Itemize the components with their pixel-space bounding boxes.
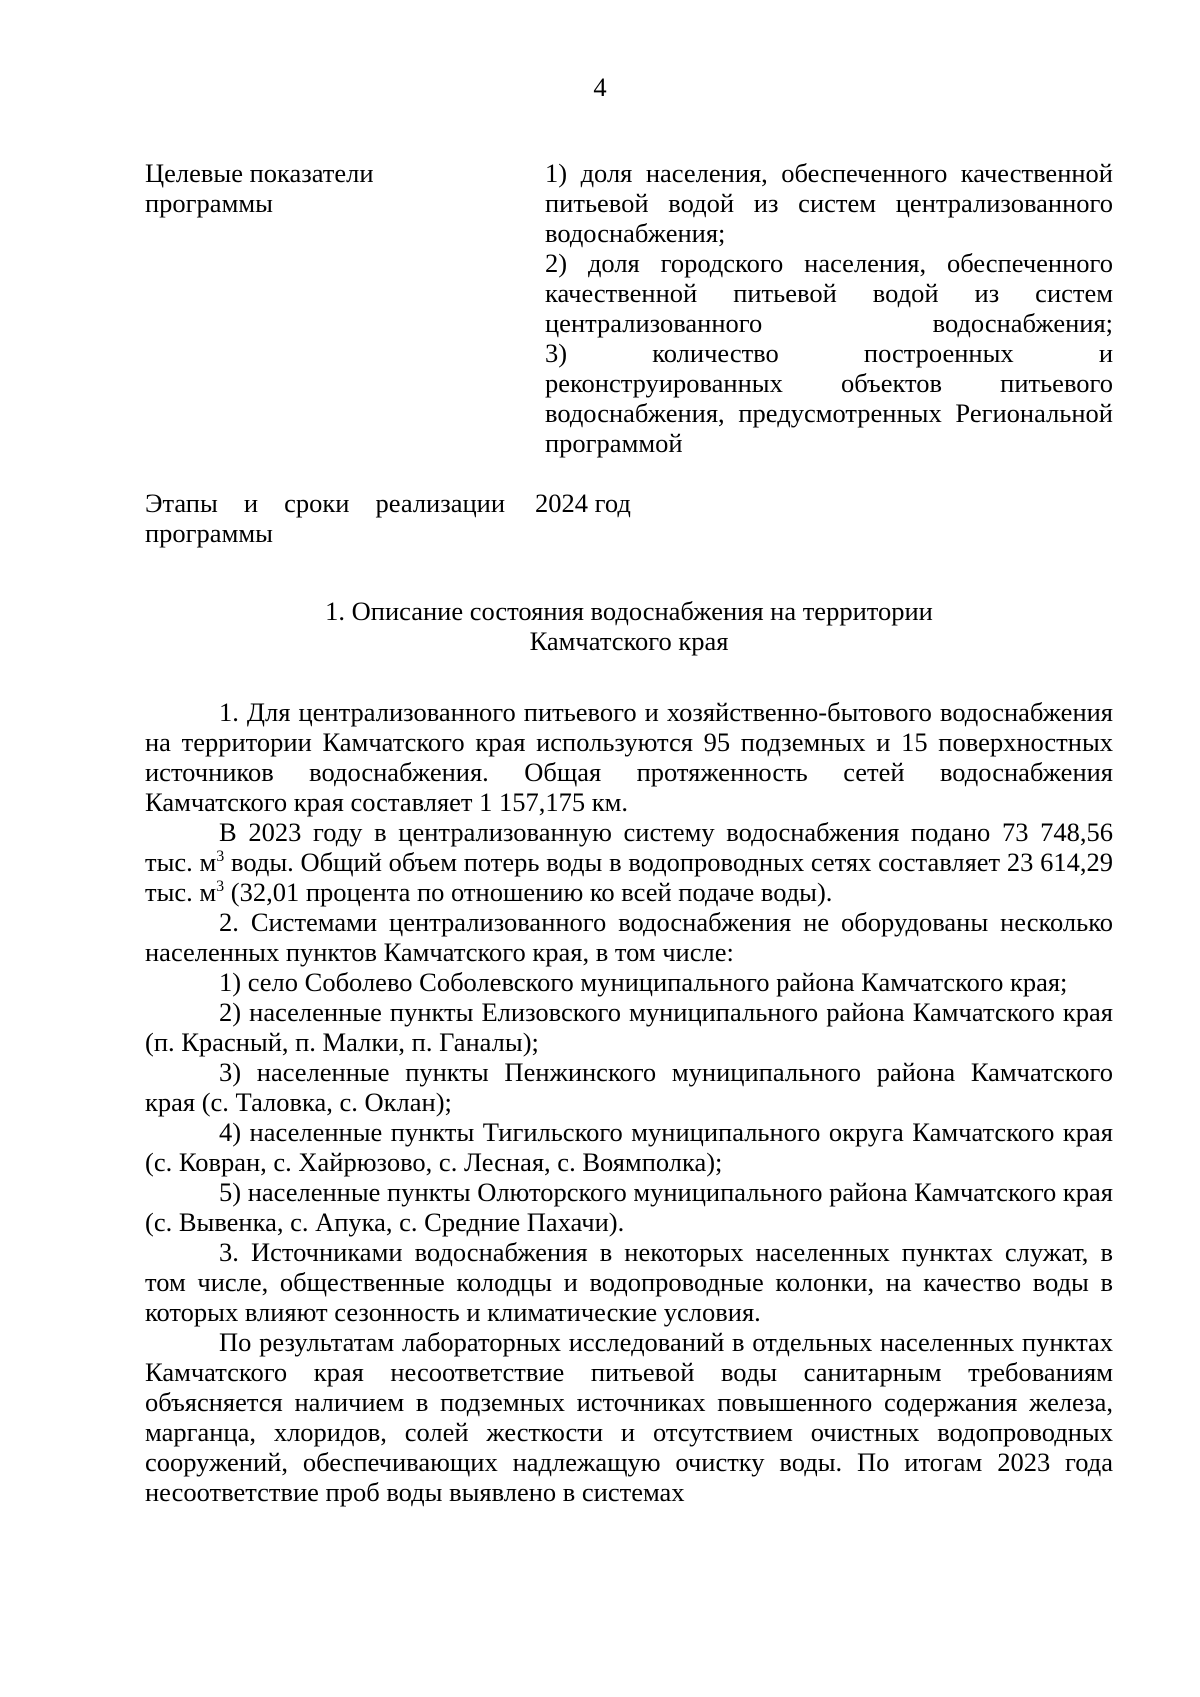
targets-row [145, 158, 1113, 458]
paragraph-2-part-b: воды. Общий объем потерь воды в водопроводных сетях составляет 23 614,29 тыс. м [145, 847, 1113, 907]
page-number: 4 [593, 72, 607, 102]
list-item-2: 2) населенные пункты Елизовского муниципального района Камчатского края (п. Красный, п. Малки, п. Ганалы); [145, 997, 1113, 1057]
paragraph-2-part-c: (32,01 процента по отношению ко всей подаче воды). [224, 877, 833, 907]
stages-row [145, 488, 1113, 548]
superscript-1: 3 [216, 848, 225, 866]
list-item-5: 5) населенные пункты Олюторского муниципального района Камчатского края (с. Вывенка, с. Апука, с. Средние Пахачи). [145, 1177, 1113, 1237]
paragraph-1: 1. Для централизованного питьевого и хозяйственно-бытового водоснабжения на территории Камчатского края используются 95 подземных и 15 поверхностных источников водоснабжения. Общая протяженность сетей водоснабжения Камчатского края составляет 1 157,175 км. [145, 697, 1113, 817]
section-title [145, 596, 1113, 656]
list-item-3: 3) населенные пункты Пенжинского муниципального района Камчатского края (с. Таловка, с. Оклан); [145, 1057, 1113, 1117]
list-item-1: 1) село Соболево Соболевского муниципального района Камчатского края; [219, 967, 1068, 997]
targets-label: Целевые показатели программы [145, 158, 374, 218]
stages-label-line2: программы [145, 518, 273, 548]
section-title-line2: Камчатского края [529, 626, 729, 656]
paragraph-3: 2. Системами централизованного водоснабжения не оборудованы несколько населенных пунктов Камчатского края, в том числе: [145, 907, 1113, 967]
target-item-1: 1) доля населения, обеспеченного качественной питьевой водой из систем централизованного водоснабжения; [545, 158, 1113, 248]
list-item-4: 4) населенные пункты Тигильского муниципального округа Камчатского края (с. Ковран, с. Хайрюзово, с. Лесная, с. Воямполка); [145, 1117, 1113, 1177]
target-item-2: 2) доля городского населения, обеспеченного качественной питьевой водой из систем централизованного водоснабжения; [545, 248, 1113, 338]
stages-value: 2024 год [535, 488, 631, 518]
target-item-3: 3) количество построенных и реконструированных объектов питьевого водоснабжения, предусмотренных Региональной программой [545, 338, 1113, 458]
superscript-2: 3 [216, 878, 225, 896]
paragraph-2-part-a: В 2023 году в централизованную систему водоснабжения подано 73 748,56 тыс. м [145, 817, 1113, 877]
section-title-line1: 1. Описание состояния водоснабжения на территории [325, 596, 933, 626]
paragraph-4: 3. Источниками водоснабжения в некоторых населенных пунктах служат, в том числе, общественные колодцы и водопроводные колонки, на качество воды в которых влияют сезонность и климатические условия. [145, 1237, 1113, 1327]
paragraph-2 [145, 817, 1113, 907]
paragraph-5: По результатам лабораторных исследований в отдельных населенных пунктах Камчатского края несоответствие питьевой воды санитарным требованиям объясняется наличием в подземных источниках повышенного содержания железа, марганца, хлоридов, солей жесткости и отсутствием очистных водопроводных сооружений, обеспечивающих надлежащую очистку воды. По итогам 2023 года несоответствие проб воды выявлено в системах [145, 1327, 1113, 1507]
program-passport [145, 158, 1113, 548]
stages-label-line1: Этапы и сроки реализации [145, 488, 505, 518]
stages-label [145, 488, 505, 548]
targets-list [545, 158, 1113, 458]
section-body [145, 697, 1113, 1507]
